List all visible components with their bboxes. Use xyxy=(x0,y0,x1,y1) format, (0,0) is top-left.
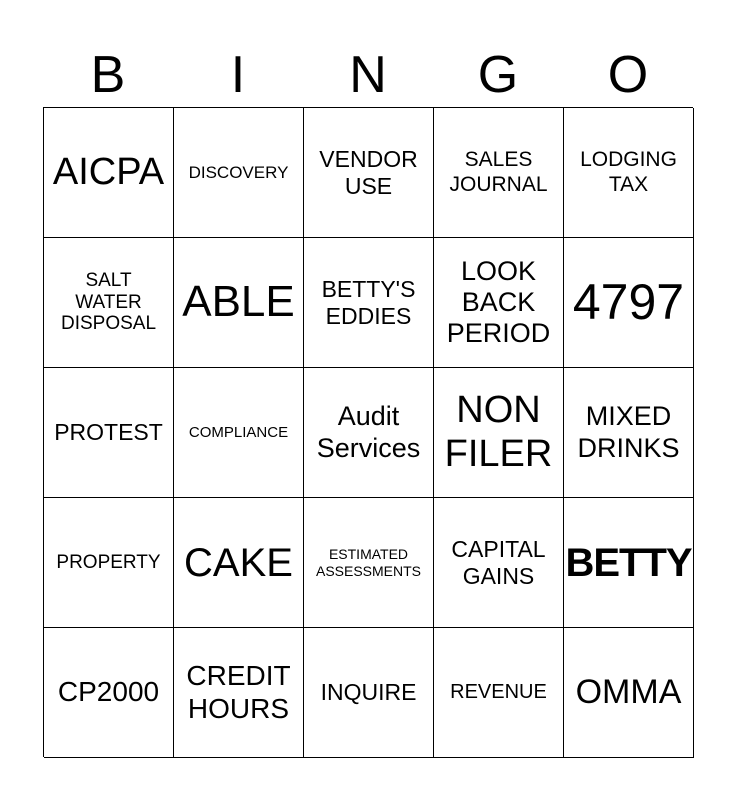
bingo-cell[interactable] xyxy=(434,628,564,758)
bingo-cell[interactable] xyxy=(304,498,434,628)
bingo-cell[interactable] xyxy=(564,368,694,498)
bingo-cell[interactable] xyxy=(564,108,694,238)
cell-label: DISCOVERY xyxy=(188,162,289,182)
header-letter-i: I xyxy=(230,46,246,104)
bingo-cell[interactable] xyxy=(44,628,174,758)
betty-logo: BETTY xyxy=(565,540,692,585)
bingo-cell[interactable] xyxy=(174,108,304,238)
bingo-cell[interactable] xyxy=(44,498,174,628)
bingo-cell[interactable] xyxy=(434,238,564,368)
cell-label: ESTIMATED ASSESSMENTS xyxy=(315,546,422,579)
bingo-header xyxy=(43,42,693,108)
cell-label: CREDIT HOURS xyxy=(186,660,291,724)
cell-label: AICPA xyxy=(52,150,165,193)
bingo-cell[interactable] xyxy=(304,238,434,368)
cell-label: SALES JOURNAL xyxy=(449,148,548,196)
cell-label: CAPITAL GAINS xyxy=(451,536,546,589)
cell-label: CAKE xyxy=(184,540,293,585)
cell-label: VENDOR USE xyxy=(319,146,418,199)
bingo-cell[interactable] xyxy=(44,108,174,238)
cell-label: SALT WATER DISPOSAL xyxy=(60,269,157,335)
bingo-cell[interactable] xyxy=(564,238,694,368)
header-letter-b: B xyxy=(90,46,126,104)
bingo-cell[interactable] xyxy=(174,628,304,758)
cell-label: LOOK BACK PERIOD xyxy=(446,255,551,349)
bingo-cell[interactable] xyxy=(44,368,174,498)
bingo-board xyxy=(43,107,693,757)
bingo-cell[interactable] xyxy=(434,498,564,628)
cell-label: OMMA xyxy=(575,672,682,711)
bingo-cell[interactable] xyxy=(304,108,434,238)
cell-label: Audit Services xyxy=(316,401,421,463)
cell-label: NON FILER xyxy=(444,388,553,475)
cell-label: INQUIRE xyxy=(320,679,417,706)
bingo-cell[interactable] xyxy=(564,498,694,628)
header-letter-g: G xyxy=(477,46,519,104)
bingo-cell[interactable] xyxy=(304,628,434,758)
cell-label: 4797 xyxy=(572,274,685,331)
cell-label: PROPERTY xyxy=(56,551,161,573)
cell-label: COMPLIANCE xyxy=(188,423,289,441)
bingo-cell[interactable] xyxy=(434,368,564,498)
bingo-cell[interactable] xyxy=(174,368,304,498)
header-letter-o: O xyxy=(607,46,649,104)
bingo-cell[interactable] xyxy=(44,238,174,368)
bingo-cell[interactable] xyxy=(564,628,694,758)
cell-label: CP2000 xyxy=(57,676,160,708)
bingo-cell[interactable] xyxy=(174,238,304,368)
bingo-cell[interactable] xyxy=(304,368,434,498)
cell-label: BETTY'S EDDIES xyxy=(321,276,416,329)
bingo-cell[interactable] xyxy=(434,108,564,238)
bingo-cell[interactable] xyxy=(174,498,304,628)
header-letter-n: N xyxy=(349,46,387,104)
cell-label: REVENUE xyxy=(450,681,547,703)
cell-label: PROTEST xyxy=(54,419,163,446)
cell-label: ABLE xyxy=(182,277,295,327)
cell-label: MIXED DRINKS xyxy=(577,401,680,463)
cell-label: LODGING TAX xyxy=(580,148,677,196)
